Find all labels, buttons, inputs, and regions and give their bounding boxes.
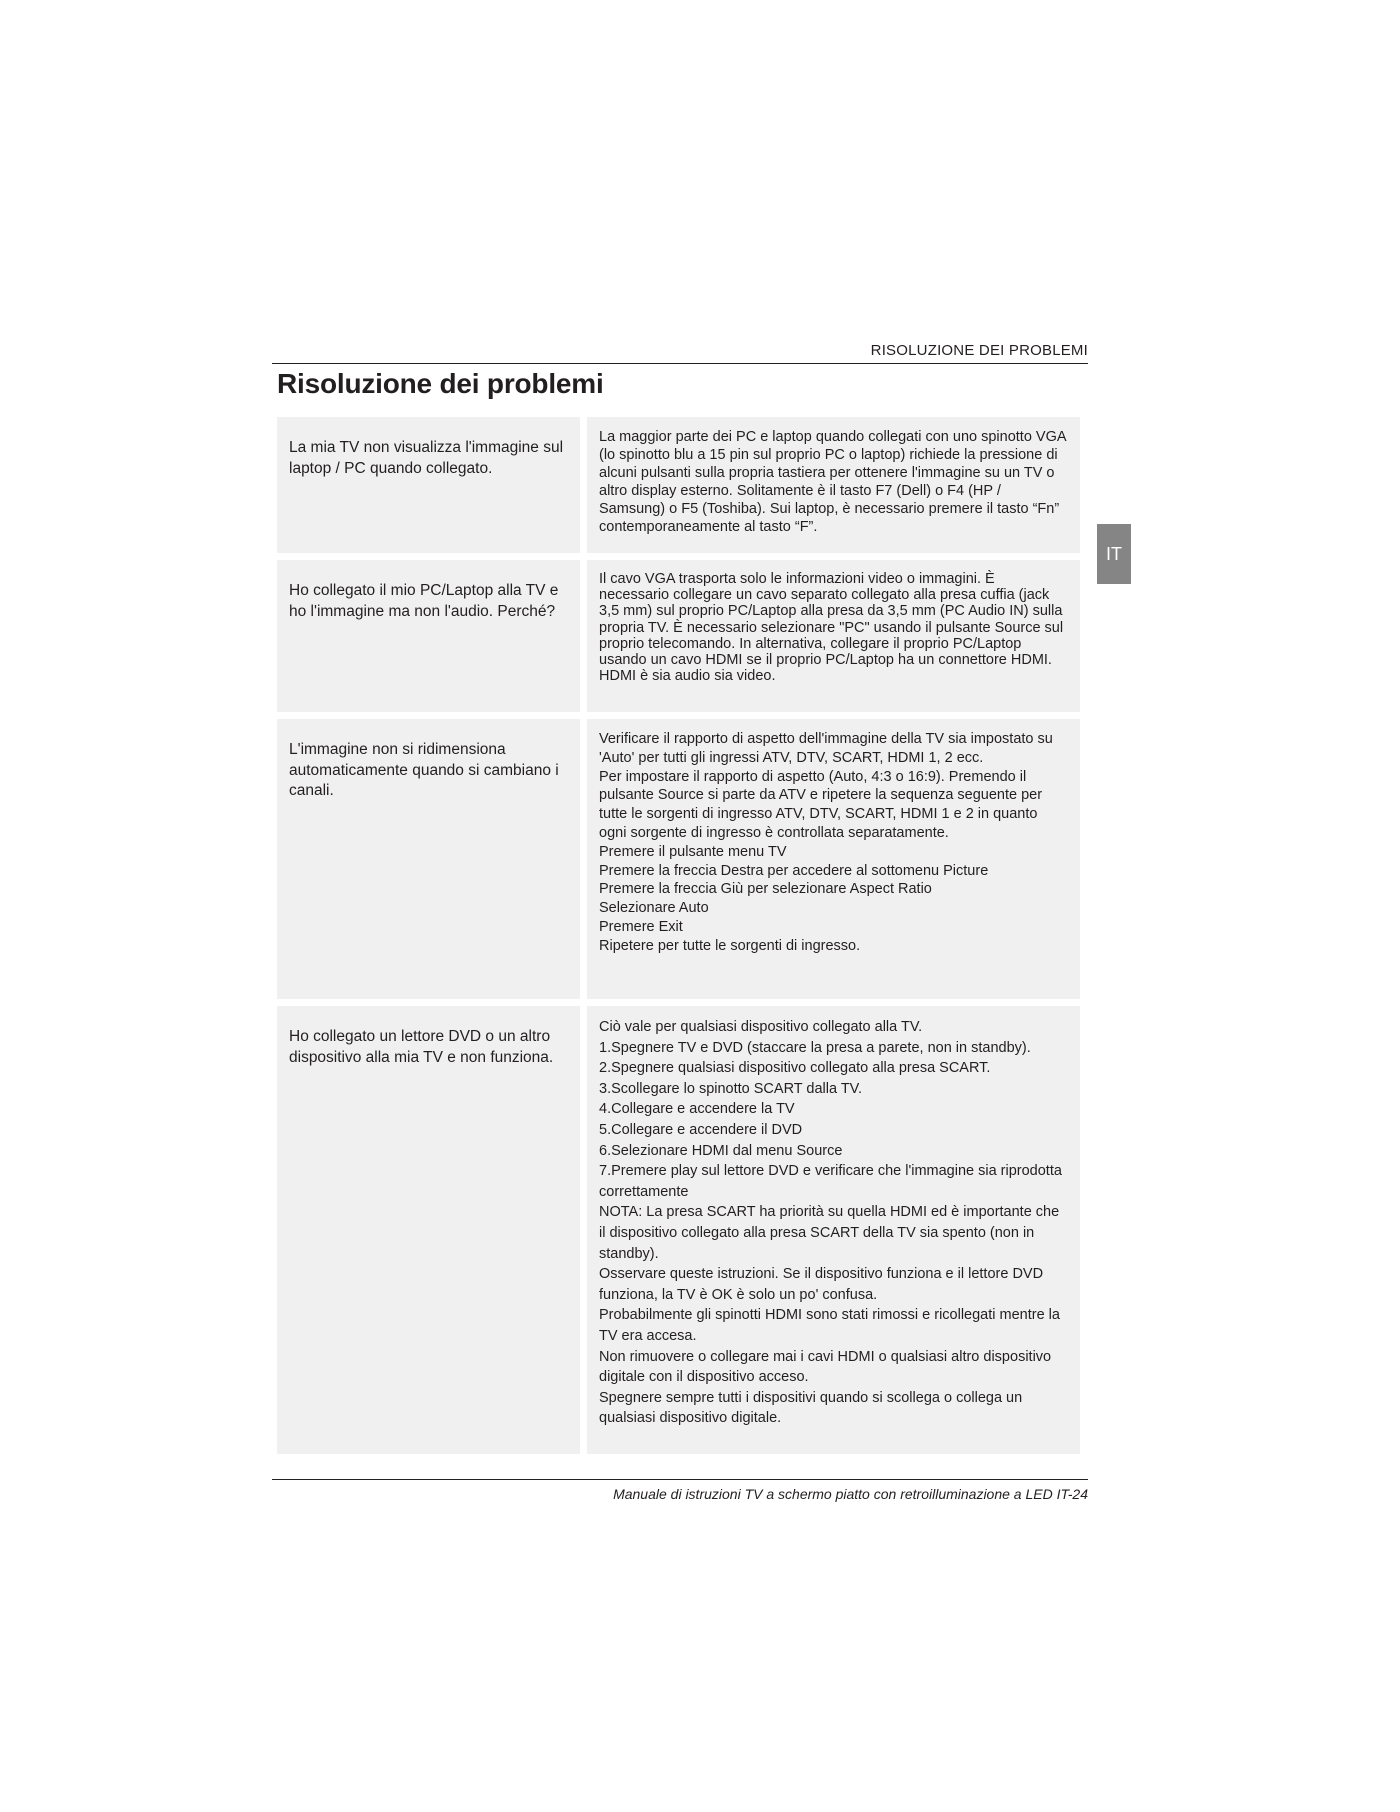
problem-cell: La mia TV non visualizza l'immagine sul laptop / PC quando collegato. <box>277 417 580 553</box>
solution-cell <box>587 719 1080 999</box>
solution-line: Per impostare il rapporto di aspetto (Auto, 4:3 o 16:9). Premendo il pulsante Source si parte da ATV e ripetere la sequenza seguente per tutte le sorgenti di ingresso ATV, DTV, SCART, HDMI 1 e 2 in quanto ogni sorgente di ingresso è controllata separatamente. <box>599 768 1043 841</box>
solution-cell <box>587 560 1080 712</box>
solution-line: Probabilmente gli spinotti HDMI sono stati rimossi e ricollegati mentre la TV era accesa. <box>599 1307 1060 1344</box>
solution-line: 6.Selezionare HDMI dal menu Source <box>599 1142 843 1159</box>
problem-cell: L'immagine non si ridimensiona automaticamente quando si cambiano i canali. <box>277 719 580 999</box>
problem-cell: Ho collegato il mio PC/Laptop alla TV e ho l'immagine ma non l'audio. Perché? <box>277 560 580 712</box>
table-row <box>277 417 1080 553</box>
running-header: RISOLUZIONE DEI PROBLEMI <box>870 342 1088 359</box>
solution-line: Non rimuovere o collegare mai i cavi HDMI o qualsiasi altro dispositivo digitale con il dispositivo acceso. <box>599 1348 1052 1386</box>
solution-line: 5.Collegare e accendere il DVD <box>599 1121 803 1138</box>
solution-line: 2.Spegnere qualsiasi dispositivo collegato alla presa SCART. <box>599 1060 991 1077</box>
solution-line: NOTA: La presa SCART ha priorità su quella HDMI ed è importante che il dispositivo collegato alla presa SCART della TV sia spento (non in standby). <box>599 1204 1060 1262</box>
solution-line: Spegnere sempre tutti i dispositivi quando si scollega o collega un qualsiasi dispositivo digitale. <box>599 1389 1023 1427</box>
troubleshooting-table <box>277 417 1080 1461</box>
solution-line: La maggior parte dei PC e laptop quando collegati con uno spinotto VGA (lo spinotto blu a 15 pin sul proprio PC o laptop) richiede la pressione di alcuni pulsanti sulla propria tastiera per ottenere l'immagine su un TV o altro display esterno. Solitamente è il tasto F7 (Dell) o F4 (HP / Samsung) o F5 (Toshiba). Sui laptop, è necessario premere il tasto “Fn” contemporaneamente al tasto “F”. <box>599 429 1066 535</box>
solution-line: Selezionare Auto <box>599 900 709 917</box>
solution-line: Premere la freccia Giù per selezionare Aspect Ratio <box>599 881 932 898</box>
solution-line: Il cavo VGA trasporta solo le informazioni video o immagini. È necessario collegare un cavo separato collegato alla presa cuffia (jack 3,5 mm) sul proprio PC/Laptop alla presa da 3,5 mm (PC Audio IN) sulla propria TV. È necessario selezionare "PC" usando il pulsante Source sul proprio telecomando. In alternativa, collegare il proprio PC/Laptop usando un cavo HDMI se il proprio PC/Laptop ha un connettore HDMI. HDMI è sia audio sia video. <box>599 571 1064 685</box>
footer-text: Manuale di istruzioni TV a schermo piatto con retroilluminazione a LED IT-24 <box>613 1486 1088 1502</box>
table-row <box>277 1006 1080 1454</box>
table-row <box>277 719 1080 999</box>
solution-line: 4.Collegare e accendere la TV <box>599 1101 795 1118</box>
solution-line: Verificare il rapporto di aspetto dell'immagine della TV sia impostato su 'Auto' per tutti gli ingressi ATV, DTV, SCART, HDMI 1, 2 ecc. <box>599 731 1053 766</box>
solution-line: 3.Scollegare lo spinotto SCART dalla TV. <box>599 1080 863 1097</box>
footer-rule <box>272 1479 1088 1480</box>
solution-cell <box>587 1006 1080 1454</box>
solution-line: 1.Spegnere TV e DVD (staccare la presa a parete, non in standby). <box>599 1039 1031 1056</box>
solution-cell <box>587 417 1080 553</box>
solution-line: Premere Exit <box>599 918 683 935</box>
solution-line: Osservare queste istruzioni. Se il dispositivo funziona e il lettore DVD funziona, la TV è OK è solo un po' confusa. <box>599 1266 1044 1303</box>
solution-line: Premere il pulsante menu TV <box>599 843 787 860</box>
header-rule <box>272 363 1088 364</box>
solution-line: Ciò vale per qualsiasi dispositivo collegato alla TV. <box>599 1019 923 1035</box>
page-title: Risoluzione dei problemi <box>277 368 604 399</box>
solution-line: Ripetere per tutte le sorgenti di ingresso. <box>599 937 861 954</box>
solution-line: 7.Premere play sul lettore DVD e verificare che l'immagine sia riprodotta correttamente <box>599 1163 1062 1200</box>
table-row <box>277 560 1080 712</box>
solution-line: Premere la freccia Destra per accedere al sottomenu Picture <box>599 862 989 879</box>
problem-cell: Ho collegato un lettore DVD o un altro dispositivo alla mia TV e non funziona. <box>277 1006 580 1454</box>
language-tab: IT <box>1097 524 1131 584</box>
